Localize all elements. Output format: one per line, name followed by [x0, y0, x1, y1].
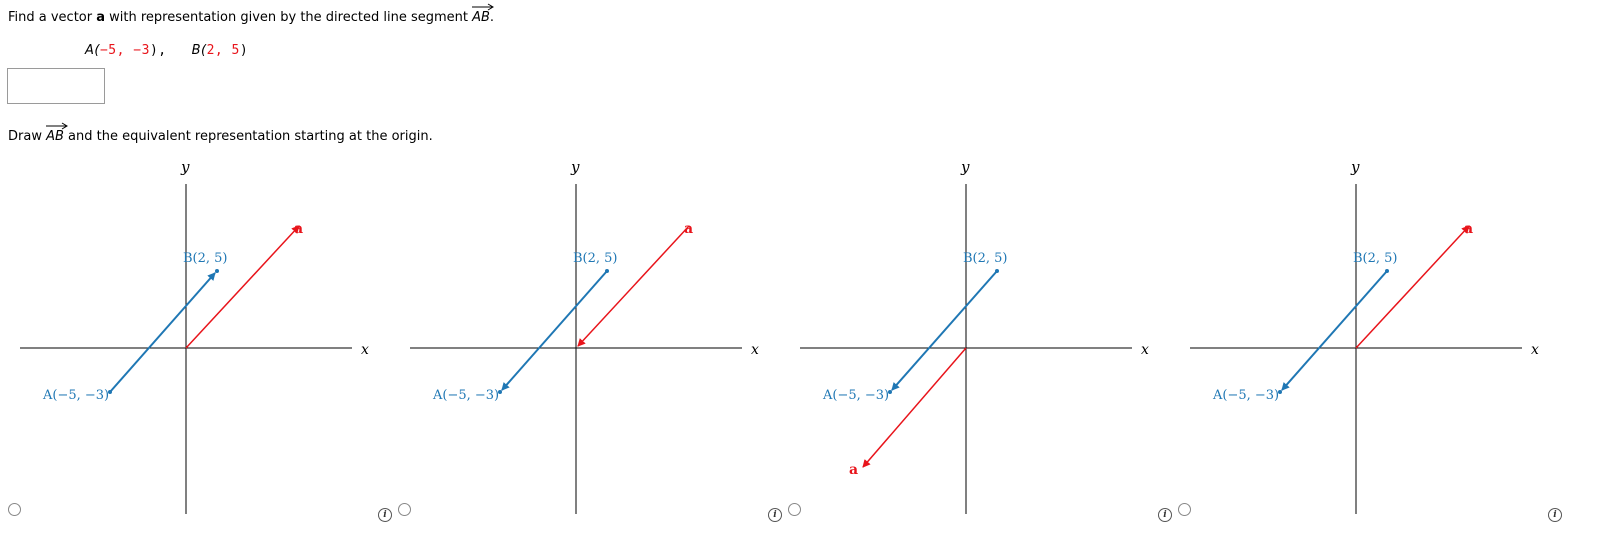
info-icon[interactable]: i [768, 508, 782, 522]
radio-option-4[interactable] [1178, 503, 1191, 516]
info-icon[interactable]: i [1548, 508, 1562, 522]
question-1-text: Find a vector a with representation given by the directed line segment AB. [8, 10, 494, 25]
point-b-label: B(2, 5) [573, 251, 618, 266]
graph-1-svg [0, 150, 390, 530]
graph-option-4[interactable] [1170, 150, 1560, 530]
radio-option-2[interactable] [398, 503, 411, 516]
graph-option-1[interactable] [0, 150, 390, 530]
vector-a-label: a [294, 221, 304, 237]
point-a-label: A(−5, −3) [1213, 388, 1280, 403]
question-2-text: Draw AB and the equivalent representation starting at the origin. [8, 129, 433, 144]
x-axis-label: x [1531, 342, 1539, 358]
y-axis-label: y [961, 158, 970, 176]
point-b-dot [1385, 269, 1389, 273]
vector-ab-notation: AB [472, 10, 490, 25]
vector-ab [110, 273, 215, 392]
point-b-label: B(2, 5) [963, 251, 1008, 266]
vector-a-label: a [1464, 221, 1474, 237]
vector-a-label: a [684, 221, 694, 237]
overarrow-icon [46, 123, 68, 129]
point-a-label: A(−5, −3) [43, 388, 110, 403]
x-axis-label: x [361, 342, 369, 358]
point-b-dot [215, 269, 219, 273]
y-axis-label: y [571, 158, 580, 176]
point-a-label: A(−5, −3) [823, 388, 890, 403]
point-b-dot [995, 269, 999, 273]
radio-option-3[interactable] [788, 503, 801, 516]
graph-option-2[interactable] [390, 150, 780, 530]
graph-2-svg [390, 150, 780, 530]
y-axis-label: y [1351, 158, 1360, 176]
info-icon[interactable]: i [378, 508, 392, 522]
answer-input[interactable] [7, 68, 105, 104]
overarrow-icon [472, 4, 494, 10]
x-axis-label: x [1141, 342, 1149, 358]
y-axis-label: y [181, 158, 190, 176]
graph-4-svg [1170, 150, 1560, 530]
vector-ab-notation: AB [46, 129, 64, 144]
graph-3-svg [780, 150, 1170, 530]
info-icon[interactable]: i [1158, 508, 1172, 522]
point-b-label: B(2, 5) [183, 251, 228, 266]
x-axis-label: x [751, 342, 759, 358]
vector-a-bold: a [96, 10, 106, 25]
radio-option-1[interactable] [8, 503, 21, 516]
given-points: A(−5, −3), B(2, 5) [85, 43, 249, 58]
vector-ab [502, 271, 607, 390]
vector-a-label: a [849, 462, 859, 478]
graph-option-3[interactable] [780, 150, 1170, 530]
point-b-dot [605, 269, 609, 273]
point-b-label: B(2, 5) [1353, 251, 1398, 266]
point-a-label: A(−5, −3) [433, 388, 500, 403]
